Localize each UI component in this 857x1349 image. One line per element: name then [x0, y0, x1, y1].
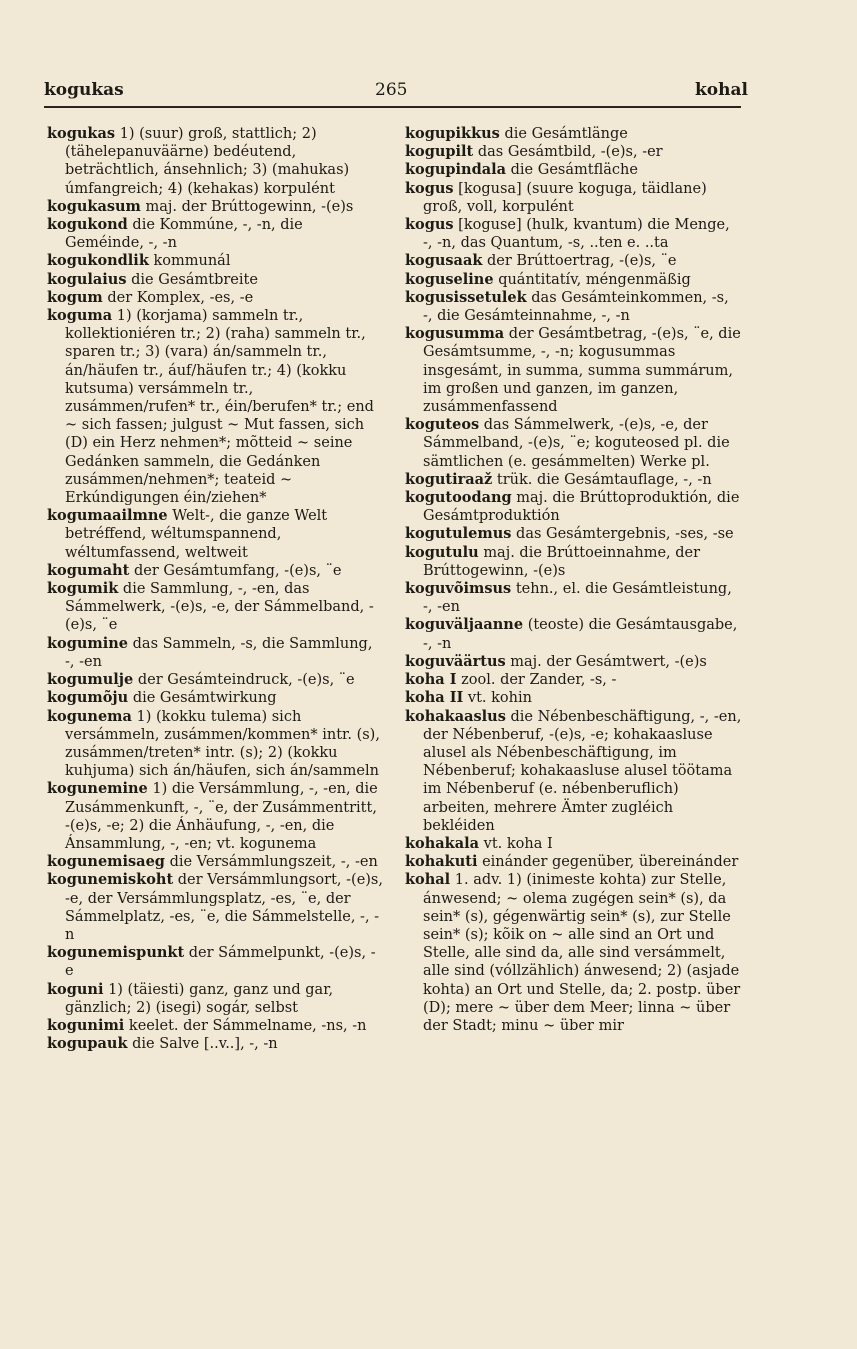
entry-text: [koguse] (hulk, kvantum) die Menge, -, -n, das Quantum, -s, ..ten e. ..ta	[423, 217, 730, 252]
dictionary-entry	[405, 125, 742, 143]
dictionary-entry	[405, 525, 742, 543]
dictionary-entry	[47, 289, 384, 307]
dictionary-entry	[405, 161, 742, 179]
entry-text: der Gesámtumfang, -(e)s, ¨e	[134, 562, 342, 579]
dictionary-entry	[405, 416, 742, 471]
dictionary-entry	[405, 271, 742, 289]
entry-text: keelet. der Sámmelname, -ns, -n	[128, 1017, 367, 1034]
entry-text: die Gesámtbreite	[131, 271, 258, 288]
entry-text: maj. die Brúttoproduktión, die Gesámtproduktión	[423, 490, 740, 525]
entry-text: das Sámmelwerk, -(e)s, -e, der Sámmelband, -(e)s, ¨e; koguteosed pl. die sämtlichen (e. gesámmelten) Werke pl.	[423, 417, 730, 470]
dictionary-entry	[405, 689, 742, 707]
dictionary-entry	[405, 871, 742, 1035]
entry-headword: koha II	[405, 689, 464, 707]
dictionary-entry	[47, 216, 384, 252]
entry-headword: koguteos	[405, 416, 480, 434]
entry-text: 1) (kokku tulema) sich versámmeln, zusámmen/kommen* intr. (s), zusámmen/treten* intr. (s); 2) (kokku kuhjuma) sich án/häufen, sich án/sammeln	[65, 708, 380, 780]
entry-text: der Gesámtbetrag, -(e)s, ¨e, die Gesámtsumme, -, -n; kogusummas insgesámt, in summa, summa summárum, im großen und ganzen, im ganzen, zusámmenfassend	[423, 326, 741, 416]
entry-headword: kogumaht	[47, 561, 130, 579]
entry-headword: kogulaius	[47, 270, 127, 288]
dictionary-entry	[47, 507, 384, 562]
entry-headword: koha I	[405, 671, 457, 689]
entry-text: tehn., el. die Gesámtleistung, -, -en	[423, 581, 732, 616]
dictionary-entry	[47, 307, 384, 507]
entry-text: vt. koha I	[483, 835, 553, 852]
entry-headword: koguväärtus	[405, 652, 506, 670]
entry-text: die Versámmlungszeit, -, -en	[169, 854, 378, 871]
entry-headword: kohakala	[405, 834, 480, 852]
dictionary-entry	[47, 853, 384, 871]
entry-text: quántitatív, méngenmäßig	[498, 271, 691, 288]
dictionary-entry	[405, 471, 742, 489]
entry-text: die Gesámtfläche	[510, 162, 638, 179]
entry-text: die Sammlung, -, -en, das Sámmelwerk, -(e)s, -e, der Sámmelband, -(e)s, ¨e	[65, 581, 374, 634]
entry-headword: kogus	[405, 216, 454, 234]
entry-headword: kohal	[405, 871, 451, 889]
entry-text: das Gesámtergebnis, -ses, -se	[516, 526, 734, 543]
entry-text: der Sámmelpunkt, -(e)s, -e	[65, 945, 376, 980]
entry-text: die Gesámtlänge	[504, 126, 628, 142]
dictionary-entry	[47, 198, 384, 216]
dictionary-entry	[405, 216, 742, 252]
entry-text: 1) (suur) groß, stattlich; 2) (tähelepanuväärne) bedéutend, beträchtlich, ánsehnlich; 3) (mahukas) úmfangreich; 4) (kehakas) korpulént	[65, 126, 350, 197]
entry-headword: kogunemine	[47, 780, 148, 798]
dictionary-entry	[47, 780, 384, 853]
dictionary-entry	[405, 580, 742, 616]
dictionary-entry	[47, 1017, 384, 1035]
entry-text: zool. der Zander, -s, -	[461, 672, 617, 689]
entry-text: [kogusa] (suure koguga, täidlane) groß, voll, korpulént	[423, 180, 707, 215]
entry-headword: kogukasum	[47, 197, 141, 215]
entry-text: maj. der Brúttogewinn, -(e)s	[145, 198, 354, 215]
dictionary-entry	[47, 1035, 384, 1053]
dictionary-entry	[405, 489, 742, 525]
entry-text: das Gesámteinkommen, -s, -, die Gesámteinnahme, -, -n	[423, 289, 729, 325]
dictionary-entry	[405, 325, 742, 416]
entry-headword: kogunema	[47, 707, 132, 725]
entry-headword: kogukond	[47, 216, 128, 234]
entry-headword: kogukondlik	[47, 252, 149, 270]
entry-headword: kogumine	[47, 634, 129, 652]
dictionary-entry	[405, 143, 742, 161]
dictionary-entry	[47, 689, 384, 707]
entry-text: 1) die Versámmlung, -, -en, die Zusámmenkunft, -, ¨e, der Zusámmentritt, -(e)s, -e; 2) die Ánhäufung, -, -en, die Ánsammlung, -, -en; vt. kogunema	[65, 781, 378, 852]
entry-headword: kogum	[47, 288, 103, 306]
entry-headword: kogutulu	[405, 543, 479, 561]
left-column	[47, 125, 384, 1053]
entry-text: die Nébenbeschäftigung, -, -en, der Nébenberuf, -(e)s, -e; kohakaasluse alusel als Nébenbeschäftigung, im Nébenberuf; kohakaasluse alusel töötama im Nébenberuf (e. nébenberuflich) arbeiten, mehrere Ämter zugléich bekléiden	[423, 708, 742, 834]
entry-headword: kogumik	[47, 580, 119, 598]
dictionary-entry	[47, 981, 384, 1017]
left-guide-word: kogukas	[44, 80, 124, 100]
entry-headword: kohakuti	[405, 853, 478, 871]
entry-text: trük. die Gesámtauflage, -, -n	[496, 471, 712, 488]
entry-headword: kogumulje	[47, 671, 134, 689]
entry-headword: kogunemispunkt	[47, 944, 185, 962]
entry-headword: kogumõju	[47, 689, 129, 707]
entry-text: das Sammeln, -s, die Sammlung, -, -en	[65, 635, 373, 670]
entry-text: der Brúttoertrag, -(e)s, ¨e	[487, 253, 677, 270]
dictionary-entry	[405, 252, 742, 270]
entry-headword: kogutulemus	[405, 525, 512, 543]
entry-text: der Gesámteindruck, -(e)s, ¨e	[137, 672, 355, 689]
entry-headword: kogupindala	[405, 161, 507, 179]
entry-headword: kogunimi	[47, 1016, 125, 1034]
dictionary-entry	[47, 708, 384, 781]
entry-headword: kohakaaslus	[405, 707, 506, 725]
entry-text: (teoste) die Gesámtausgabe, -, -n	[423, 617, 738, 652]
entry-headword: kogukas	[47, 125, 116, 142]
entry-headword: kogupilt	[405, 143, 474, 161]
dictionary-entry	[405, 835, 742, 853]
entry-headword: kogupikkus	[405, 125, 500, 142]
entry-text: vt. kohin	[467, 690, 532, 707]
entry-text: 1. adv. 1) (inimeste kohta) zur Stelle, ánwesend; ~ olema zugégen sein* (s), da sein* (s), gégenwärtig sein* (s), zur Stelle sein* (s); kõik on ~ alle sind an Ort und Stelle, alle sind da, alle sind versámmelt, alle sind (vóllzählich) ánwesend; 2) (asjade kohta) an Ort und Stelle, da; 2. postp. über (D); mere ~ über dem Meer; linna ~ über der Stadt; minu ~ über mir	[423, 872, 741, 1034]
entry-text: kommunál	[153, 253, 231, 270]
entry-headword: koguseline	[405, 270, 494, 288]
entry-headword: kogupauk	[47, 1035, 128, 1053]
entry-text: der Versámmlungsort, -(e)s, -e, der Versámmlungsplatz, -es, ¨e, der Sámmelplatz, -es, ¨e, die Sámmelstelle, -, -n	[65, 872, 383, 943]
entry-text: 1) (korjama) sammeln tr., kollektioniéren tr.; 2) (raha) sammeln tr., sparen tr.; 3) (vara) án/sammeln tr., án/häufen tr., áuf/häufen tr.; 4) (kokku kutsuma) versámmeln tr., zusámmen/rufen* tr., éin/berufen* tr.; end ~ sich fassen; julgust ~ Mut fassen, sich (D) ein Herz nehmen*; mõtteid ~ seine Gedánken sammeln, die Gedánken zusámmen/nehmen*; teateid ~ Erkúndigungen éin/ziehen*	[65, 308, 374, 507]
entry-text: maj. der Gesámtwert, -(e)s	[510, 653, 707, 670]
dictionary-entry	[47, 271, 384, 289]
entry-headword: kogusissetulek	[405, 288, 527, 306]
dictionary-entry	[405, 671, 742, 689]
dictionary-entry	[47, 252, 384, 270]
dictionary-entry	[405, 180, 742, 216]
entry-headword: koguvõimsus	[405, 580, 512, 598]
entry-text: die Salve [..v..], -, -n	[132, 1036, 278, 1053]
dictionary-entry	[405, 616, 742, 652]
entry-headword: kogusumma	[405, 325, 505, 343]
entry-headword: kogumaailmne	[47, 507, 168, 525]
header-rule	[44, 106, 741, 108]
entry-headword: koguma	[47, 307, 113, 325]
entry-headword: kogus	[405, 179, 454, 197]
entry-text: die Gesámtwirkung	[132, 690, 277, 707]
dictionary-entry	[47, 671, 384, 689]
dictionary-entry	[405, 708, 742, 835]
dictionary-entry	[47, 562, 384, 580]
entry-headword: kogusaak	[405, 252, 483, 270]
entry-headword: kogutiraaž	[405, 470, 493, 488]
page-number: 265	[375, 80, 408, 100]
dictionary-entry	[47, 871, 384, 944]
entry-headword: kogutoodang	[405, 489, 512, 507]
entry-text: die Kommúne, -, -n, die Geméinde, -, -n	[65, 217, 303, 252]
entry-text: einánder gegenüber, übereinánder	[482, 854, 739, 871]
entry-text: das Gesámtbild, -(e)s, -er	[477, 144, 663, 161]
dictionary-entry	[47, 944, 384, 980]
dictionary-entry	[405, 544, 742, 580]
entry-headword: koguväljaanne	[405, 616, 524, 634]
dictionary-entry	[47, 635, 384, 671]
dictionary-entry	[47, 125, 384, 198]
dictionary-entry	[405, 853, 742, 871]
entry-text: der Komplex, -es, -e	[107, 289, 254, 306]
right-guide-word: kohal	[695, 80, 748, 100]
right-column	[405, 125, 742, 1035]
entry-headword: kogunemiskoht	[47, 871, 174, 889]
dictionary-entry	[405, 289, 742, 325]
entry-headword: kogunemisaeg	[47, 853, 165, 871]
entry-headword: koguni	[47, 980, 104, 998]
dictionary-entry	[47, 580, 384, 635]
entry-text: 1) (täiesti) ganz, ganz und gar, gänzlich; 2) (isegi) sogár, selbst	[65, 981, 334, 1016]
dictionary-entry	[405, 653, 742, 671]
entry-text: Welt-, die ganze Welt betréffend, wéltumspannend, wéltumfassend, weltweit	[65, 508, 328, 561]
entry-text: maj. die Brúttoeinnahme, der Brúttogewinn, -(e)s	[423, 544, 701, 579]
